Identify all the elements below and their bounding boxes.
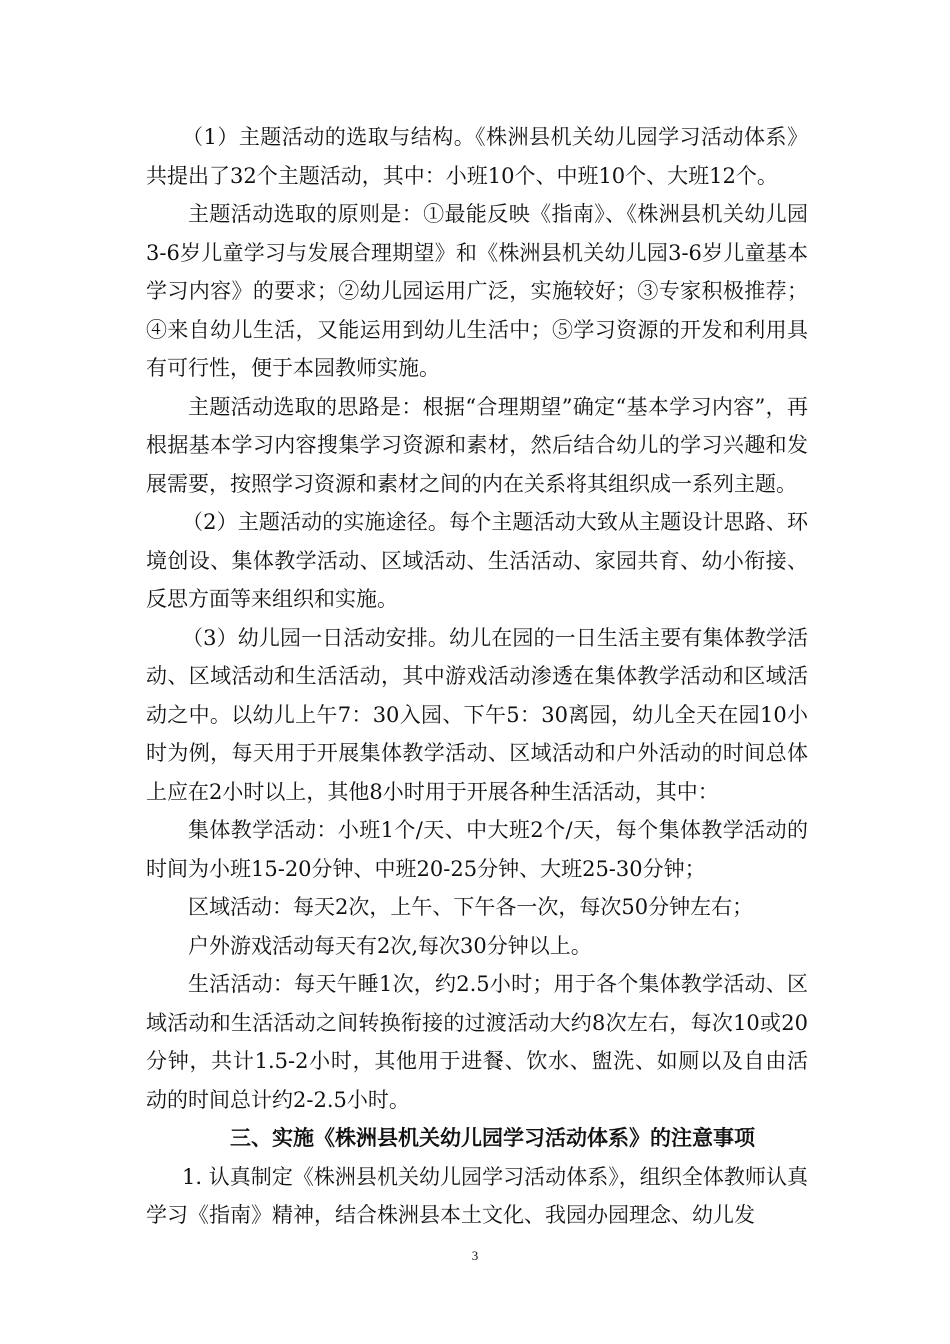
- paragraph-implementation-paths: （2）主题活动的实施途径。每个主题活动大致从主题设计思路、环境创设、集体教学活动、区域活动、生活活动、家园共育、幼小衔接、反思方面等来组织和实施。: [146, 510, 808, 611]
- paragraph-group-teaching: 集体教学活动：小班1个/天、中大班2个/天，每个集体教学活动的时间为小班15-20分钟、中班20-25分钟、大班25-30分钟；: [146, 818, 808, 881]
- paragraph-selection-principles: 主题活动选取的原则是：①最能反映《指南》、《株洲县机关幼儿园3-6岁儿童学习与发展合理期望》和《株洲县机关幼儿园3-6岁儿童基本学习内容》的要求；②幼儿园运用广泛，实施较好；③专家积极推荐；④来自幼儿生活，又能运用到幼儿生活中；⑤学习资源的开发和利用具有可行性，便于本园教师实施。: [146, 202, 808, 380]
- section-heading: 三、实施《株洲县机关幼儿园学习活动体系》的注意事项: [230, 1125, 755, 1150]
- paragraph-outdoor-games: 户外游戏活动每天有2次,每次30分钟以上。: [188, 933, 592, 958]
- paragraph-notes-first: 1. 认真制定《株洲县机关幼儿园学习活动体系》，组织全体教师认真学习《指南》精神，结合株洲县本土文化、我园办园理念、幼儿发: [146, 1164, 808, 1227]
- paragraph-area-activities: 区域活动：每天2次，上午、下午各一次，每次50分钟左右；: [188, 895, 754, 919]
- paragraph-daily-schedule: （3）幼儿园一日活动安排。幼儿在园的一日生活主要有集体教学活动、区域活动和生活活动，其中游戏活动渗透在集体教学活动和区域活动之中。以幼儿上午7：30入园、下午5：30离园，幼儿全天在园10小时为例，每天用于开展集体教学活动、区域活动和户外活动的时间总体上应在2小时以上，其他8小时用于开展各种生活活动，其中：: [146, 625, 808, 804]
- paragraph-life-activities: 生活活动：每天午睡1次，约2.5小时；用于各个集体教学活动、区域活动和生活活动之间转换衔接的过渡活动大约8次左右，每次10或20分钟，共计1.5-2小时，其他用于进餐、饮水、盥洗、如厕以及自由活动的时间总计约2-2.5小时。: [146, 972, 808, 1112]
- paragraph-theme-structure: （1）主题活动的选取与结构。《株洲县机关幼儿园学习活动体系》共提出了32个主题活动，其中：小班10个、中班10个、大班12个。: [146, 125, 808, 188]
- page-number: 3: [471, 1248, 479, 1263]
- document-body: [146, 118, 808, 1235]
- paragraph-selection-approach: 主题活动选取的思路是：根据“合理期望”确定“基本学习内容”，再根据基本学习内容搜集学习资源和素材，然后结合幼儿的学习兴趣和发展需要，按照学习资源和素材之间的内在关系将其组织成一系列主题。: [146, 394, 808, 496]
